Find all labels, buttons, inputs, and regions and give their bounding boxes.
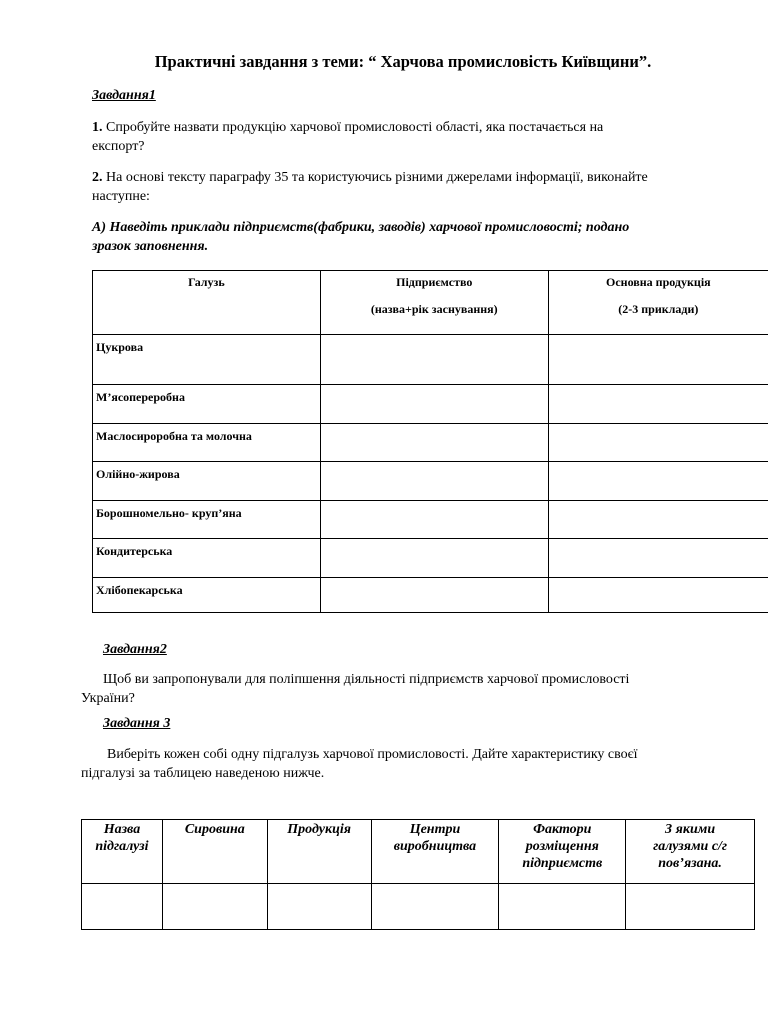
question-1 <box>92 118 768 156</box>
subtask-a-line1: А) Наведіть приклади підприємств(фабрики, заводів) харчової промисловості; подано <box>92 220 630 235</box>
enterprise-input-cell[interactable] <box>320 539 548 578</box>
enterprise-input-cell[interactable] <box>320 335 548 385</box>
question-1-text-line1: Спробуйте назвати продукцію харчової промисловості області, яка постачається на <box>106 120 604 135</box>
industry-table <box>92 270 768 613</box>
question-2-number: 2. <box>92 170 103 185</box>
header-enterprise-sublabel: (назва+рік заснування) <box>370 302 498 316</box>
task2-text <box>81 670 761 708</box>
header-enterprise <box>320 271 548 335</box>
branch-cell: М’ясопереробна <box>93 385 321 424</box>
table-row <box>93 578 768 613</box>
enterprise-input-cell[interactable] <box>320 501 548 539</box>
products-input-cell[interactable] <box>548 501 768 539</box>
header-raw-materials <box>162 820 267 884</box>
branch-cell: Борошномельно- круп’яна <box>93 501 321 539</box>
header-production <box>267 820 371 884</box>
products-input-cell[interactable] <box>548 578 768 613</box>
table-row <box>93 462 768 501</box>
branch-cell: Цукрова <box>93 335 321 385</box>
header-production-centers-line1: Центри <box>409 822 461 837</box>
products-input-cell[interactable] <box>548 539 768 578</box>
header-products-label: Основна продукція <box>606 275 711 289</box>
table-row <box>93 335 768 385</box>
header-production-label: Продукція <box>287 822 351 837</box>
header-location-factors-line1: Фактори <box>533 822 592 837</box>
products-input-cell[interactable] <box>548 335 768 385</box>
related-agriculture-input-cell[interactable] <box>626 884 755 930</box>
task3-heading: Завдання 3 <box>103 716 171 731</box>
raw-materials-input-cell[interactable] <box>162 884 267 930</box>
header-branch-label: Галузь <box>188 275 225 289</box>
branch-cell: Олійно-жирова <box>93 462 321 501</box>
header-subsector-name-line2: підгалузі <box>95 839 149 854</box>
industry-table-header-row <box>93 271 768 335</box>
question-1-text-line2: експорт? <box>92 139 145 154</box>
table-row <box>93 424 768 462</box>
branch-cell: Хлібопекарська <box>93 578 321 613</box>
subsector-name-input-cell[interactable] <box>82 884 163 930</box>
header-enterprise-label: Підприємство <box>396 275 473 289</box>
question-2-text-line1: На основі тексту параграфу 35 та користуючись різними джерелами інформації, виконайте <box>106 170 648 185</box>
enterprise-input-cell[interactable] <box>320 424 548 462</box>
table-row <box>93 385 768 424</box>
enterprise-input-cell[interactable] <box>320 462 548 501</box>
task2-text-line1: Щоб ви запропонували для поліпшення діяльності підприємств харчової промисловості <box>103 672 630 687</box>
branch-cell: Кондитерська <box>93 539 321 578</box>
header-related-agriculture-line2: галузями с/г <box>653 839 728 854</box>
header-subsector-name <box>82 820 163 884</box>
location-factors-input-cell[interactable] <box>499 884 626 930</box>
header-location-factors-line2: розміщення <box>525 839 599 854</box>
task3-text-line1: Виберіть кожен собі одну підгалузь харчової промисловості. Дайте характеристику своєї <box>107 747 638 762</box>
header-location-factors-line3: підприємств <box>522 856 603 871</box>
header-location-factors <box>499 820 626 884</box>
question-2 <box>92 168 768 206</box>
question-1-number: 1. <box>92 120 103 135</box>
table-row <box>93 539 768 578</box>
header-production-centers <box>371 820 499 884</box>
enterprise-input-cell[interactable] <box>320 385 548 424</box>
subsector-table-header-row <box>82 820 755 884</box>
table-row <box>82 884 755 930</box>
header-raw-materials-label: Сировина <box>184 822 245 837</box>
header-related-agriculture <box>626 820 755 884</box>
header-subsector-name-line1: Назва <box>103 822 141 837</box>
document-title: Практичні завдання з теми: “ Харчова промисловість Київщини”. <box>154 52 652 71</box>
products-input-cell[interactable] <box>548 462 768 501</box>
header-related-agriculture-line3: пов’язана. <box>658 856 722 871</box>
header-products-sublabel: (2-3 приклади) <box>618 302 699 316</box>
enterprise-input-cell[interactable] <box>320 578 548 613</box>
products-input-cell[interactable] <box>548 424 768 462</box>
production-centers-input-cell[interactable] <box>371 884 499 930</box>
task3-text <box>81 745 761 783</box>
production-input-cell[interactable] <box>267 884 371 930</box>
header-production-centers-line2: виробництва <box>393 839 477 854</box>
subtask-a <box>92 218 768 256</box>
task1-heading: Завдання1 <box>92 88 156 103</box>
header-related-agriculture-line1: З якими <box>665 822 716 837</box>
subtask-a-line2: зразок заповнення. <box>92 239 209 254</box>
products-input-cell[interactable] <box>548 385 768 424</box>
subsector-table <box>81 819 755 930</box>
task3-text-line2: підгалузі за таблицею наведеною нижче. <box>81 766 325 781</box>
task2-heading: Завдання2 <box>103 642 167 657</box>
header-products <box>548 271 768 335</box>
task2-text-line2: України? <box>81 691 135 706</box>
header-branch <box>93 271 321 335</box>
table-row <box>93 501 768 539</box>
branch-cell: Маслосироробна та молочна <box>93 424 321 462</box>
question-2-text-line2: наступне: <box>92 189 150 204</box>
